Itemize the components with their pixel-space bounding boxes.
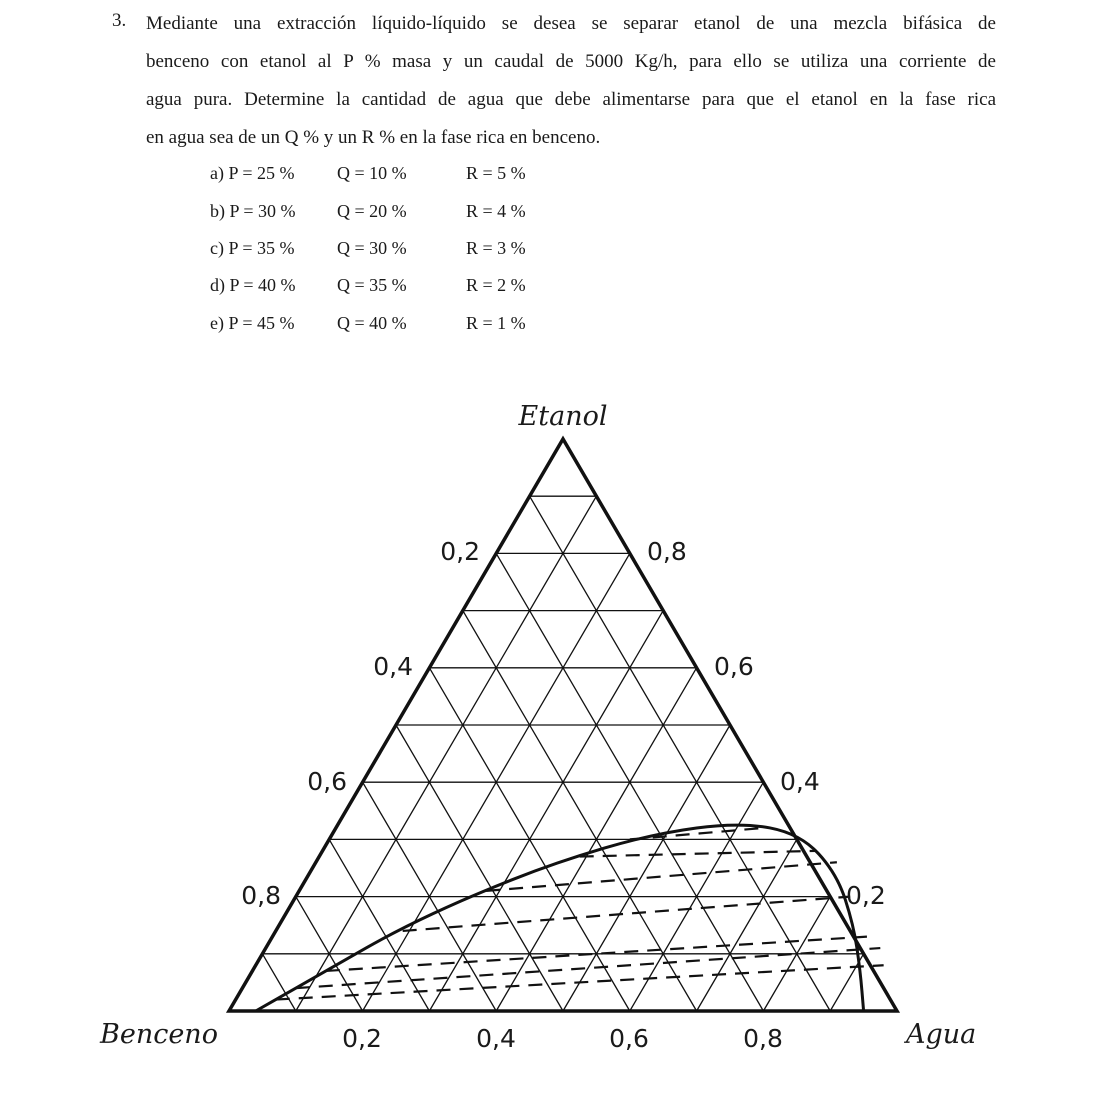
- grid-line: [463, 611, 697, 1011]
- problem-line: agua pura. Determine la cantidad de agua que debe alimentarse para que el etanol en la fase rica: [146, 89, 996, 110]
- option-p: b) P = 30 %: [210, 201, 296, 221]
- option-q: Q = 20 %: [337, 201, 407, 221]
- left-tick: 0,6: [307, 767, 347, 796]
- right-tick: 0,6: [714, 652, 754, 681]
- option-p: d) P = 40 %: [210, 275, 296, 295]
- option-p: e) P = 45 %: [210, 313, 295, 333]
- problem-line: benceno con etanol al P % masa y un caudal de 5000 Kg/h, para ello se utiliza una corriente de: [146, 51, 996, 72]
- option-q: Q = 35 %: [337, 275, 407, 295]
- option-q: Q = 10 %: [337, 163, 407, 183]
- option-r: R = 3 %: [466, 238, 526, 258]
- apex-label-agua: Agua: [906, 1019, 977, 1050]
- grid-line: [530, 496, 831, 1011]
- tie-lines: [276, 828, 884, 1000]
- option-p: c) P = 35 %: [210, 238, 295, 258]
- grid-line: [697, 839, 797, 1011]
- option-r: R = 5 %: [466, 163, 526, 183]
- grid-line: [396, 725, 563, 1011]
- bottom-tick: 0,6: [609, 1024, 649, 1053]
- problem-line: en agua sea de un Q % y un R % en la fase rica en benceno.: [146, 127, 601, 148]
- option-q: Q = 40 %: [337, 313, 407, 333]
- grid-line: [262, 954, 295, 1011]
- right-tick: 0,8: [647, 537, 687, 566]
- problem-line: Mediante una extracción líquido-líquido se desea se separar etanol de una mezcla bifásica de: [146, 13, 996, 34]
- option-q: Q = 30 %: [337, 238, 407, 258]
- option-r: R = 1 %: [466, 313, 526, 333]
- right-tick: 0,2: [846, 881, 886, 910]
- option-p: a) P = 25 %: [210, 163, 295, 183]
- apex-label-benceno: Benceno: [100, 1019, 218, 1050]
- problem-number: 3.: [112, 10, 127, 31]
- ternary-grid: [262, 496, 863, 1011]
- apex-label-etanol: Etanol: [518, 401, 608, 432]
- left-tick: 0,8: [241, 881, 281, 910]
- tie-line: [580, 851, 817, 857]
- tie-line: [486, 862, 837, 891]
- grid-line: [296, 496, 597, 1011]
- left-tick: 0,4: [373, 652, 413, 681]
- bottom-tick: 0,2: [342, 1024, 382, 1053]
- bottom-tick: 0,8: [743, 1024, 783, 1053]
- right-tick: 0,4: [780, 767, 820, 796]
- option-r: R = 2 %: [466, 275, 526, 295]
- option-r: R = 4 %: [466, 201, 526, 221]
- bottom-tick: 0,4: [476, 1024, 516, 1053]
- grid-line: [563, 725, 730, 1011]
- left-tick: 0,2: [440, 537, 480, 566]
